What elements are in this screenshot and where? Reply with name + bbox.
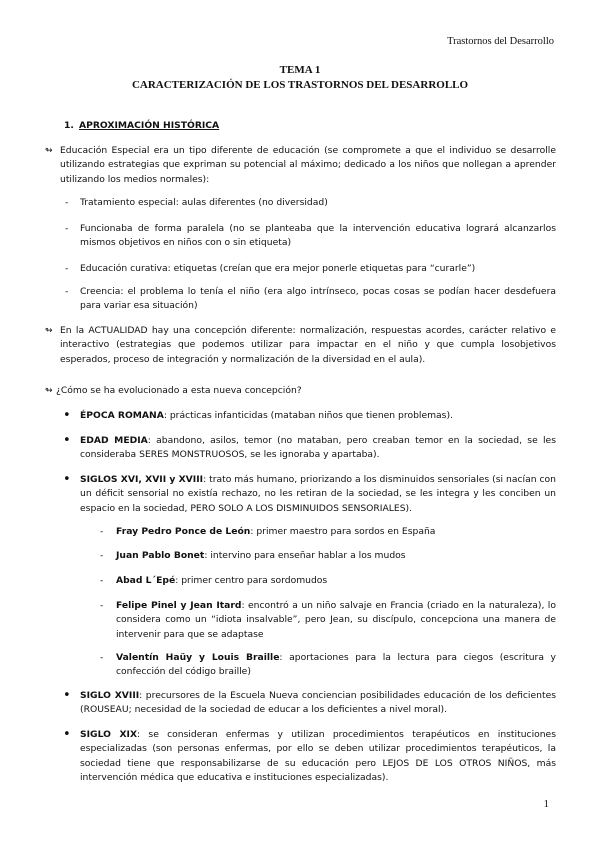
figure-item xyxy=(116,574,556,588)
dash-marker: - xyxy=(100,526,104,537)
epoch-term: SIGLOS XVI, XVII y XVIII xyxy=(80,474,204,485)
dash-marker: - xyxy=(100,550,104,561)
question-evolution: ¿Cómo se ha evolucionado a esta nueva concepción? xyxy=(56,385,302,396)
dash-marker: - xyxy=(65,263,69,274)
paragraph-special-education: Educación Especial era un tipo diferente de educación (se compromete a que el individuo se desarrolle utilizando estrategias que expriman su potencial al máximo; dedicado a los niños que nollegan a aprender utilizando los medios normales): xyxy=(60,145,556,185)
epoch-term: ÉPOCA ROMANA xyxy=(80,410,164,421)
epoch-item xyxy=(80,434,556,463)
epoch-term: EDAD MEDIA xyxy=(80,435,148,446)
epoch-term: SIGLO XIX xyxy=(80,729,138,740)
dash-marker: - xyxy=(65,197,69,208)
list-item: Tratamiento especial: aulas diferentes (no diversidad) xyxy=(80,197,328,208)
topic-title: CARACTERIZACIÓN DE LOS TRASTORNOS DEL DESARROLLO xyxy=(131,79,469,91)
bullet-dot: • xyxy=(63,408,71,423)
list-item: Funcionaba de forma paralela (no se planteaba que la intervención educativa logrará alcanzarlos mismos objetivos en niños con o sin etiqueta) xyxy=(80,223,556,249)
epoch-item xyxy=(80,728,556,785)
figure-item xyxy=(116,549,556,563)
epoch-item xyxy=(80,473,556,516)
arrow-bullet-icon: ↬ xyxy=(45,326,53,336)
list-item: Educación curativa: etiquetas (creían que era mejor ponerle etiquetas para “curarle”) xyxy=(80,263,476,274)
figure-item xyxy=(116,651,556,680)
page-number: 1 xyxy=(543,798,549,810)
figure-name: Juan Pablo Bonet xyxy=(116,550,205,561)
bullet-dot: • xyxy=(63,688,71,703)
figure-name: Fray Pedro Ponce de León xyxy=(116,526,251,537)
paragraph-current-conception: En la ACTUALIDAD hay una concepción diferente: normalización, respuestas acordes, carácter relativo e interactivo (estrategias que podemos utilizar para impactar en el niño y que cumpla losobjetivos esperados, proceso de integración y normalización de la diversidad en el aula). xyxy=(60,325,556,365)
running-header: Trastornos del Desarrollo xyxy=(447,36,554,47)
bullet-dot: • xyxy=(63,433,71,448)
dash-marker: - xyxy=(65,286,69,297)
arrow-bullet-icon: ↬ xyxy=(45,146,53,156)
dash-marker: - xyxy=(100,652,104,663)
figure-name: Felipe Pinel y Jean Itard xyxy=(116,600,242,611)
figure-name: Valentín Haüy y Louis Braille xyxy=(116,652,280,663)
figure-text: : primer maestro para sordos en España xyxy=(250,526,436,537)
arrow-bullet-icon: ↬ xyxy=(45,386,53,396)
figure-name: Abad L´Epé xyxy=(116,575,176,586)
epoch-item xyxy=(80,689,556,718)
figure-text: : primer centro para sordomudos xyxy=(175,575,328,586)
figure-item xyxy=(116,525,556,539)
epoch-text: : se consideran enfermas y utilizan procedimientos terapéuticos en instituciones especializadas (son personas enfermas, por ello se deben utilizar procedimientos terapéuticos, la sociedad tiene que responsabilizarse de su educación pero LEJOS DE LOS OTROS NIÑOS, más intervención médica que educativa e instituciones especializadas). xyxy=(80,729,556,783)
figure-item xyxy=(116,599,556,642)
epoch-term: SIGLO XVIII xyxy=(80,690,140,701)
dash-marker: - xyxy=(65,223,69,234)
section-number: 1. xyxy=(64,120,74,131)
bullet-dot: • xyxy=(63,727,71,742)
epoch-item xyxy=(80,409,556,423)
epoch-text: : prácticas infanticidas (mataban niños que tienen problemas). xyxy=(163,410,453,421)
epoch-text: : trato más humano, priorizando a los disminuidos sensoriales (si nacían con un déficit sensorial no existía rechazo, no les retiran de la sociedad, se les integra y les conciben un espacio en la sociedad, PERO SOLO A LOS DISMINUIDOS SENSORIALES). xyxy=(80,474,556,514)
dash-marker: - xyxy=(100,600,104,611)
figure-text: : encontró a un niño salvaje en Francia (criado en la naturaleza), lo considera como un “idiota insalvable”, pero Jean, su discípulo, concepciona una manera de intervenir para que se adaptase xyxy=(116,600,556,640)
topic-number: TEMA 1 xyxy=(279,64,321,76)
figure-text: : intervino para enseñar hablar a los mudos xyxy=(204,550,406,561)
section-heading: APROXIMACIÓN HISTÓRICA xyxy=(79,120,220,131)
figure-text: : aportaciones para la lectura para ciegos (escritura y confección del código braille) xyxy=(116,652,556,678)
epoch-text: : precursores de la Escuela Nueva conciencian posibilidades educación de los deficientes (ROUSEAU; necesidad de la sociedad de educar a los deficientes a nivel moral). xyxy=(80,690,557,716)
bullet-dot: • xyxy=(63,472,71,487)
list-item: Creencia: el problema lo tenía el niño (era algo intrínseco, pocas cosas se podían hacer desdefuera para variar esa situación) xyxy=(80,286,556,312)
epoch-text: : abandono, asilos, temor (no mataban, pero creaban temor en la sociedad, se les consideraba SERES MONSTRUOSOS, se les ignoraba y apartaba). xyxy=(80,435,556,461)
dash-marker: - xyxy=(100,575,104,586)
